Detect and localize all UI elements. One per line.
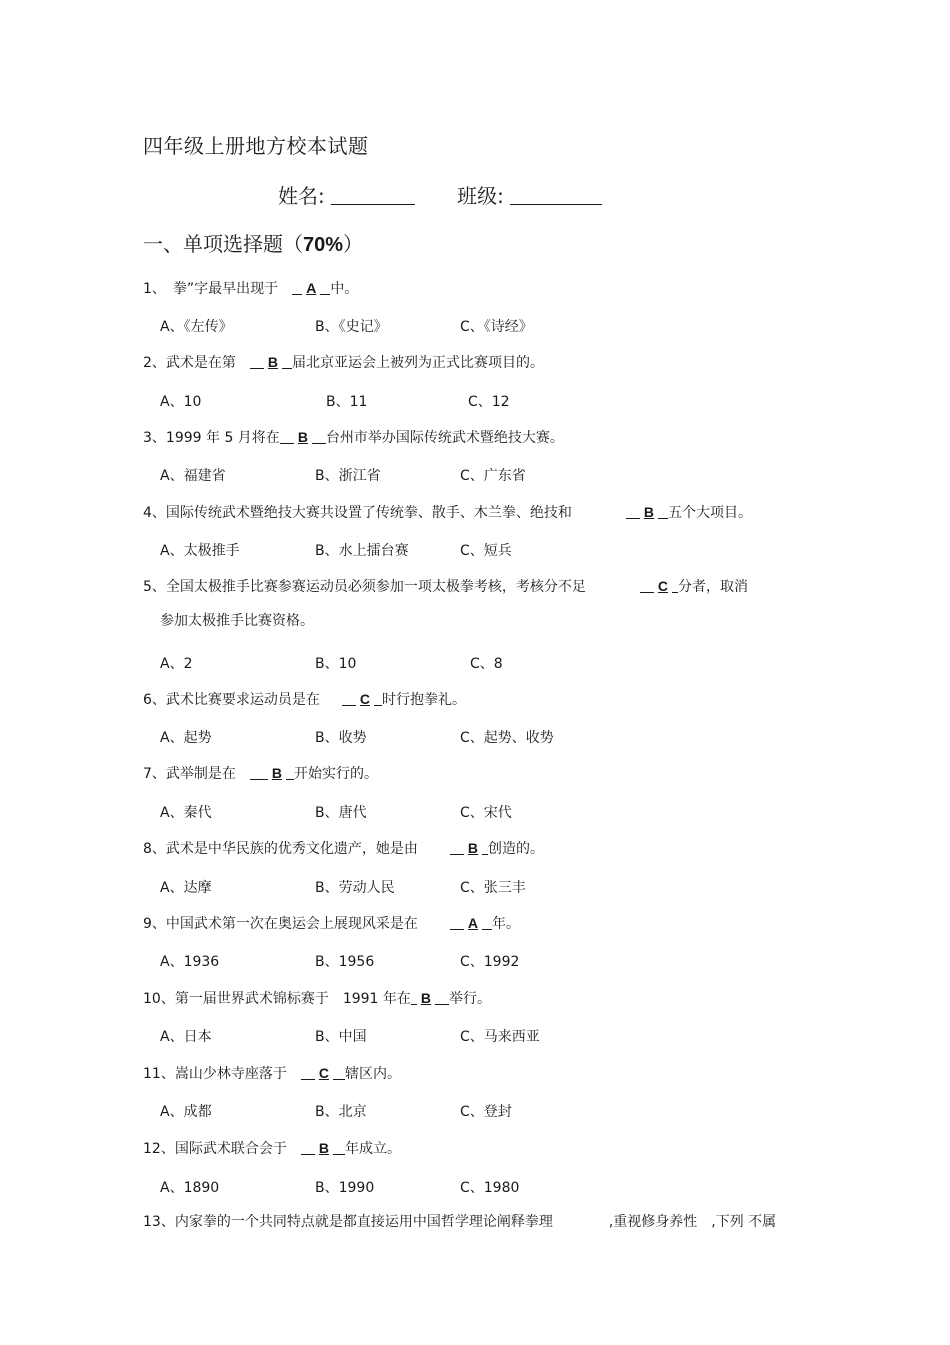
option-12a: A、1890	[160, 1180, 220, 1196]
answer-5: C	[657, 578, 669, 594]
page-title: 四年级上册地方校本试题	[143, 134, 369, 158]
answer-9: A	[467, 915, 479, 931]
option-7c: C、宋代	[460, 805, 512, 821]
option-2a: A、10	[160, 394, 202, 410]
option-11a: A、成都	[160, 1104, 212, 1120]
option-9c: C、1992	[460, 954, 520, 970]
answer-1: A	[306, 280, 317, 296]
option-5c: C、8	[470, 656, 503, 672]
option-10c: C、马来西亚	[460, 1029, 540, 1045]
answer-8: B	[467, 840, 479, 856]
question-4: 4、国际传统武术暨绝技大赛共设置了传统拳、散手、木兰拳、绝技和 B 五个大项目。	[143, 504, 753, 521]
question-10: 10、第一届世界武术锦标赛于 1991 年在 B 举行。	[143, 990, 492, 1007]
answer-11: C	[318, 1065, 329, 1081]
option-11c: C、登封	[460, 1104, 512, 1120]
question-9: 9、中国武术第一次在奥运会上展现风采是在 A 年。	[143, 915, 521, 932]
question-12: 12、国际武术联合会于 B 年成立。	[143, 1140, 401, 1157]
answer-10: B	[420, 990, 432, 1006]
name-label: 姓名:	[278, 184, 325, 208]
option-1a: A、《左传》	[160, 319, 233, 335]
section-heading: 一、单项选择题（70%）	[143, 232, 364, 256]
question-3: 3、1999 年 5 月将在 B 台州市举办国际传统武术暨绝技大赛。	[143, 429, 564, 446]
question-5: 5、全国太极推手比赛参赛运动员必须参加一项太极拳考核，考核分不足 C 分者，取消	[143, 578, 749, 595]
option-2c: C、12	[468, 394, 510, 410]
question-8: 8、武术是中华民族的优秀文化遗产，她是由 B 创造的。	[143, 840, 545, 857]
class-label: 班级:	[457, 184, 504, 208]
option-5a: A、2	[160, 656, 193, 672]
option-4a: A、太极推手	[160, 543, 240, 559]
name-blank[interactable]	[331, 184, 415, 205]
option-5b: B、10	[315, 656, 357, 672]
name-class-row	[278, 180, 602, 209]
option-3c: C、广东省	[460, 468, 526, 484]
question-13: 13、内家拳的一个共同特点就是都直接运用中国哲学理论阐释拳理 ,重视修身养性 ,下列 不属	[143, 1214, 777, 1230]
option-10a: A、日本	[160, 1029, 212, 1045]
answer-2: B	[267, 354, 279, 370]
option-9a: A、1936	[160, 954, 220, 970]
option-11b: B、北京	[315, 1104, 367, 1120]
question-6: 6、武术比赛要求运动员是在 C 时行抱拳礼。	[143, 691, 467, 708]
option-3b: B、浙江省	[315, 468, 381, 484]
option-10b: B、中国	[315, 1029, 367, 1045]
answer-7: B	[271, 765, 283, 781]
option-7a: A、秦代	[160, 805, 212, 821]
option-3a: A、福建省	[160, 468, 226, 484]
class-blank[interactable]	[510, 184, 602, 205]
option-12c: C、1980	[460, 1180, 520, 1196]
question-11: 11、嵩山少林寺座落于 C 辖区内。	[143, 1065, 401, 1082]
option-6a: A、起势	[160, 730, 212, 746]
option-7b: B、唐代	[315, 805, 367, 821]
question-1: 1、 拳”字最早出现于 A 中。	[143, 280, 359, 297]
option-6b: B、收势	[315, 730, 367, 746]
option-1c: C、《诗经》	[460, 319, 533, 335]
option-4b: B、水上擂台赛	[315, 543, 409, 559]
question-2: 2、武术是在第 B 届北京亚运会上被列为正式比赛项目的。	[143, 354, 545, 371]
option-8c: C、张三丰	[460, 880, 526, 896]
option-12b: B、1990	[315, 1180, 375, 1196]
option-8a: A、达摩	[160, 880, 212, 896]
option-8b: B、劳动人民	[315, 880, 395, 896]
question-5-continued: 参加太极推手比赛资格。	[160, 613, 314, 629]
option-9b: B、1956	[315, 954, 375, 970]
option-6c: C、起势、收势	[460, 730, 554, 746]
option-1b: B、《史记》	[315, 319, 388, 335]
answer-6: C	[359, 691, 371, 707]
option-4c: C、短兵	[460, 543, 512, 559]
answer-3: B	[297, 429, 308, 445]
option-2b: B、11	[326, 394, 368, 410]
question-7: 7、武举制是在 B 开始实行的。	[143, 765, 379, 782]
answer-12: B	[318, 1140, 329, 1156]
answer-4: B	[643, 504, 655, 520]
